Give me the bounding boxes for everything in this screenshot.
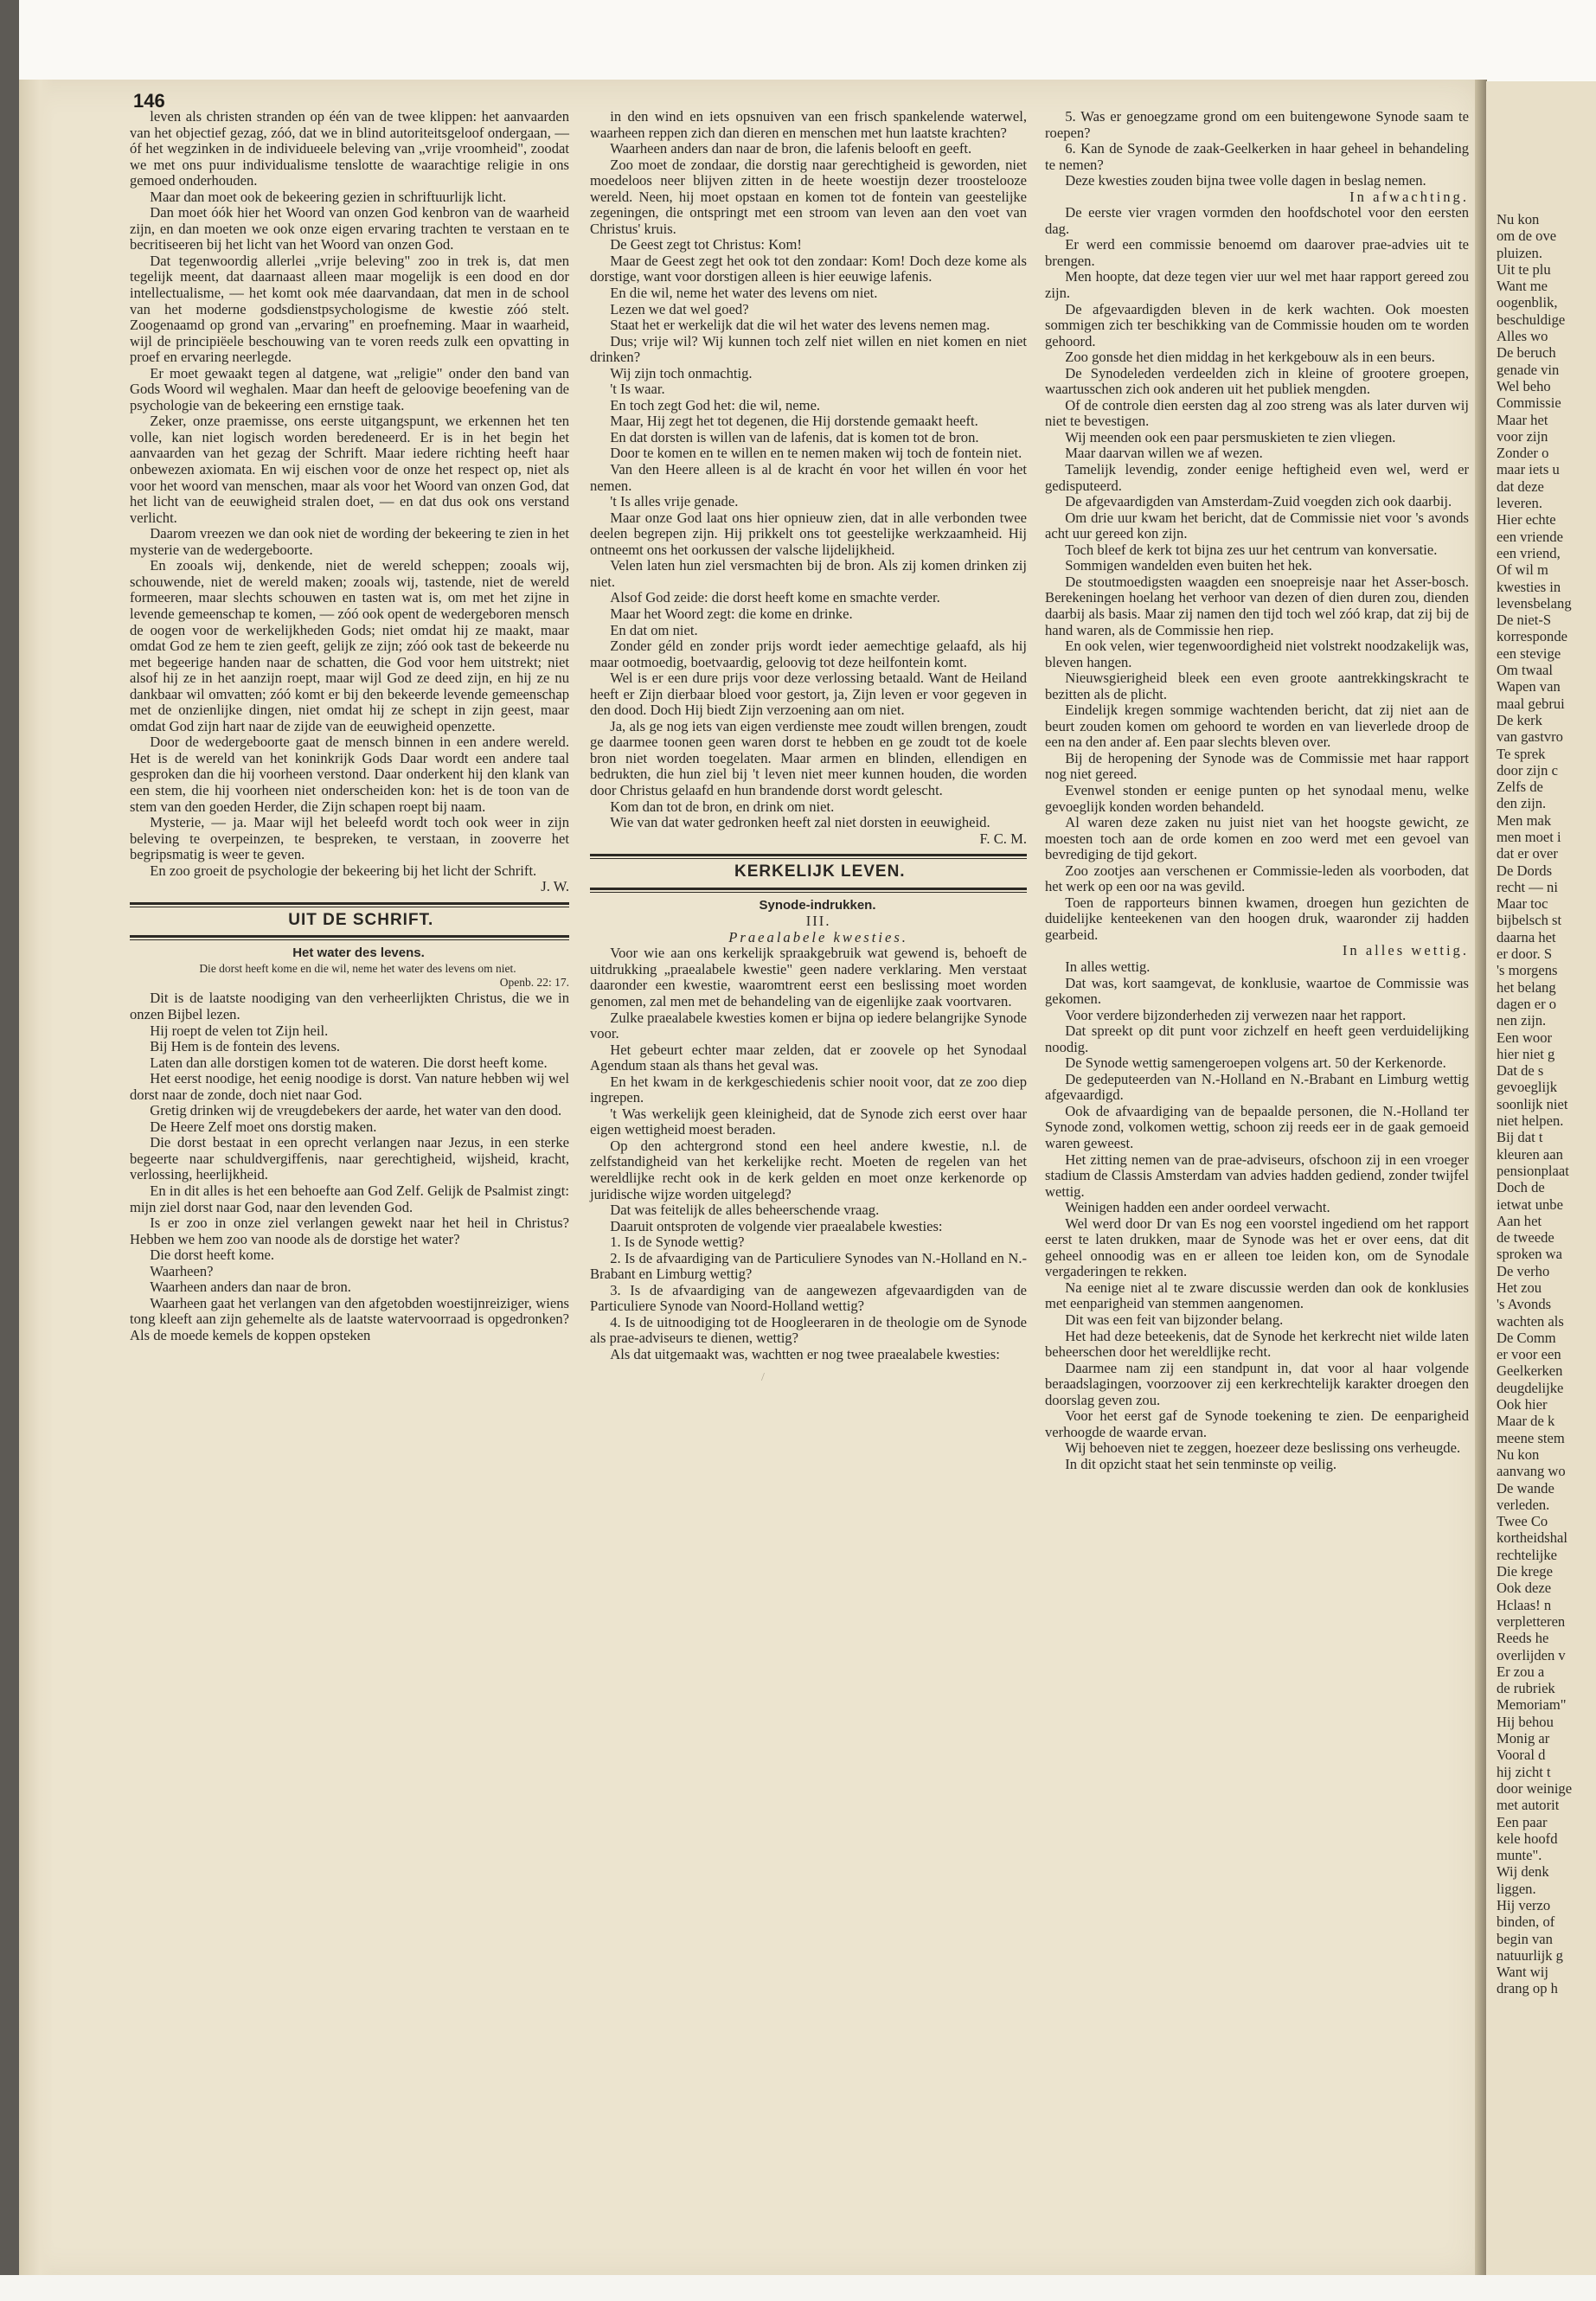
paragraph: Maar daarvan willen we af wezen. (1065, 445, 1263, 462)
facing-page-line: een vriende (1497, 528, 1563, 545)
facing-page-line: Reeds he (1497, 1630, 1549, 1647)
paragraph: Door te komen en te willen en te nemen maken wij toch de fontein niet. (610, 445, 1022, 462)
paragraph: Op den achtergrond stond een heel andere kwestie, n.l. de zelfstandigheid van het kerkelijke recht. Moeten de regelen van het wereldlijke recht ook in de kerk gelden en moet onze kerkenorde op juridische wijze worden uitgelegd? (590, 1137, 1027, 1202)
facing-page-line: sproken wa (1497, 1246, 1563, 1263)
paragraph: Gretig drinken wij de vreugdebekers der aarde, het water van den dood. (150, 1102, 562, 1119)
paragraph: Om drie uur kwam het bericht, dat de Commissie niet voor 's avonds acht uur gereed kon zijn. (1045, 509, 1469, 542)
scan-bottom-margin (0, 2275, 1596, 2301)
facing-page-line: Want me (1497, 278, 1548, 295)
paragraph: En zooals wij, denkende, niet de wereld scheppen; zooals wij, schouwende, niet de wereld maken; zooals wij, tastende, niet de wereld formeeren, maar slechts schouwen en tasten wat is, om met het zijne in levende gemeenschap te komen, — zóó ook opent de wedergeboren mensch de oogen voor de werkelijkheden Gods; niet omdat hij ze maakt, maar omdat God ze hem te zien geeft, gelijk ze zijn; zóó ook tast de bekeerde nu met begeerige handen naar de schatten, die God voor hem uitstrekt; niet alsof hij ze in het aanzijn roept, maar wijl God ze deed zijn, en hij ze nu dankbaar wil omvatten; zóó komt er bij den bekeerde levende gemeenschap met de onzienlijke dingen, niet omdat hij ze schept in zijn geest, maar omdat God zijn hart naar de zijde van de eeuwigheid openzette. (130, 557, 569, 734)
facing-page-line: begin van (1497, 1930, 1553, 1947)
paragraph: Als dat uitgemaakt was, wachtten er nog twee praealabele kwesties: (610, 1346, 1000, 1363)
paragraph: Voor het eerst gaf de Synode toekening te zien. De eenparigheid verhoogde de waarde ervan. (1045, 1407, 1469, 1440)
paragraph: Is er zoo in onze ziel verlangen gewekt naar het heil in Christus? Hebben we hem zoo van noode als de dorstige het water? (130, 1215, 569, 1247)
paragraph: Daaruit ontsproten de volgende vier praealabele kwesties: (610, 1217, 943, 1234)
facing-page-line: bijbelsch st (1497, 912, 1562, 929)
paragraph: De Synodeleden verdeelden zich in kleine of grootere groepen, waartusschen zich ook anderen uit het publiek mengden. (1045, 364, 1469, 398)
facing-page-line: gevoeglijk (1497, 1079, 1558, 1096)
paragraph: 't Was werkelijk geen kleinigheid, dat de Synode zich eerst over haar eigen wettigheid moest beraden. (590, 1105, 1027, 1138)
facing-page-line: Uit te plu (1497, 260, 1551, 278)
facing-page-line: Doch de (1497, 1179, 1545, 1196)
facing-page-line: de rubriek (1497, 1680, 1555, 1697)
facing-page-line: met autorit (1497, 1797, 1560, 1814)
paragraph: Daarmee nam zij een standpunt in, dat voor al haar volgende beraadslagingen, voorzoover zij een kerkrechtelijk karakter droegen den doorslag geven zou. (1045, 1359, 1469, 1408)
facing-page-line: Want wij (1497, 1964, 1548, 1981)
facing-page-line: Geelkerken (1497, 1362, 1563, 1380)
facing-page-line: het belang (1497, 978, 1556, 996)
page-number: 146 (133, 90, 165, 112)
paragraph: Deze kwesties zouden bijna twee volle dagen in beslag nemen. (1065, 172, 1426, 189)
paragraph: En ook velen, wier tegenwoordigheid niet volstrekt noodzakelijk was, bleven hangen. (1045, 638, 1469, 670)
facing-page-line: door zijn c (1497, 761, 1558, 779)
facing-page-line: Monig ar (1497, 1730, 1550, 1747)
column-3 (1045, 109, 1469, 1472)
facing-page-line: Zelfs de (1497, 779, 1543, 796)
paragraph: Wel werd door Dr van Es nog een voorstel ingediend om het rapport eerst te laten drukken, maar de Synode was het er over eens, dat dit geheel onnoodig was en er alleen toe leiden kon, om de Synodale vergaderingen te rekken. (1045, 1215, 1469, 1280)
facing-page-line: niet helpen. (1497, 1112, 1564, 1130)
paragraph: Het eerst noodige, het eenig noodige is dorst. Van nature hebben wij wel dorst naar de zonde, doch niet naar God. (130, 1070, 569, 1103)
paragraph: Maar, Hij zegt het tot degenen, die Hij dorstende gemaakt heeft. (610, 413, 978, 430)
paragraph: Wie van dat water gedronken heeft zal niet dorsten in eeuwigheid. (610, 814, 990, 831)
paragraph: 1. Is de Synode wettig? (610, 1234, 745, 1251)
section-title-kerkelijk-leven: KERKELIJK LEVEN. (734, 862, 906, 881)
paragraph: De gedeputeerden van N.-Holland en N.-Brabant en Limburg wettig afgevaardigd. (1045, 1070, 1469, 1104)
paragraph: Staat het er werkelijk dat die wil het water des levens nemen mag. (610, 317, 990, 334)
paragraph: Weinigen hadden een ander oordeel verwacht. (1065, 1199, 1330, 1216)
paragraph: En die wil, neme het water des levens om niet. (610, 285, 878, 302)
article-part-number: III. (805, 913, 831, 930)
facing-page-line: een stevige (1497, 644, 1561, 662)
section-rule (590, 888, 1027, 893)
facing-page-line: Een woor (1497, 1029, 1553, 1046)
paragraph: Alsof God zeide: die dorst heeft kome en smachte verder. (610, 589, 940, 606)
paragraph: Dat spreekt op dit punt voor zichzelf en heeft geen verduidelijking noodig. (1045, 1022, 1469, 1055)
facing-page-line: Nu kon (1497, 211, 1540, 228)
facing-page-line: meene stem (1497, 1429, 1565, 1446)
facing-page-line: voor zijn (1497, 427, 1548, 445)
paragraph: Toch bleef de kerk tot bijna zes uur het centrum van konversatie. (1065, 541, 1438, 558)
facing-page-line: hij zicht t (1497, 1763, 1551, 1780)
facing-page-line: levensbelang (1497, 594, 1572, 612)
facing-page-line: nen zijn. (1497, 1012, 1547, 1029)
facing-page-line: ietwat unbe (1497, 1195, 1563, 1213)
facing-page-line: maar iets u (1497, 461, 1560, 478)
paragraph: Wel is er een dure prijs voor deze verlossing betaald. Want de Heiland heeft er Zijn dierbaar bloed voor gestort, ja, Zijn leven er voor gegeven in den dood. Doch Hij biedt Zijn verzoening aan om niet. (590, 670, 1027, 719)
paragraph: De afgevaardigden van Amsterdam-Zuid voegden zich ook daarbij. (1065, 493, 1452, 510)
column-2 (590, 109, 1027, 1363)
paragraph: De Synode wettig samengeroepen volgens art. 50 der Kerkenorde. (1065, 1054, 1446, 1072)
facing-page-text (1497, 211, 1596, 1997)
section-title-uit-de-schrift: UIT DE SCHRIFT. (288, 910, 434, 929)
paragraph: En zoo groeit de psychologie der bekeering bij het licht der Schrift. (150, 862, 537, 879)
paragraph: 3. Is de afvaardiging van de aangewezen afgevaardigden van de Particuliere Synode van Noord-Holland wettig? (590, 1281, 1027, 1315)
paragraph: Voor wie aan ons kerkelijk spraakgebruik wat gewend is, behoeft de uitdrukking „praealabele kwestie" geen nadere verklaring. Men verstaat daaronder een kwestie, waaromtrent eerst een beslissing moet worden genomen, zal men met de behandeling van de eigenlijke zaak voortvaren. (590, 945, 1027, 1009)
paragraph: 6. Kan de Synode de zaak-Geelkerken in haar geheel in behandeling te nemen? (1045, 140, 1469, 173)
facing-page-line: kortheidshal (1497, 1529, 1568, 1547)
facing-page-line: binden, of (1497, 1913, 1555, 1931)
paragraph: Zeker, onze praemisse, ons eerste uitgangspunt, we erkennen het ten volle, kan niet logisch worden beredeneerd. Er is in het begin het aanvaarden van het gezag der Schrift. Maar iedere richting heeft haar onbewezen axiomata. En wij eischen voor de onze het respect op, niet als voor het woord van menschen, maar als voor het Woord van onzen God, dat het licht van de eeuwigheid stralen doet, — en dat dus ook ons verstand verlicht. (130, 413, 569, 526)
paragraph: Waarheen anders dan naar de bron, die lafenis belooft en geeft. (610, 140, 972, 157)
facing-page-line: rechtelijke (1497, 1546, 1558, 1563)
facing-page-line: men moet i (1497, 828, 1561, 845)
paragraph: Ja, als ge nog iets van eigen verdienste mee zoudt willen brengen, zoudt ge daarmee toonen geen waren dorst te hebben en ge zoudt tot de koele bron niet worden toegelaten. Maar armen en blinden, ellendigen en bedrukten, die hun ziel bij 't leven niet meer kunnen houden, die worden door Christus gelaafd en hun brandende dorst wordt gelescht. (590, 717, 1027, 798)
paragraph: Evenwel stonden er eenige punten op het synodaal menu, welke gevoeglijk konden worden behandeld. (1045, 781, 1469, 815)
facing-page-line: kele hoofd (1497, 1830, 1558, 1847)
facing-page-line: pluizen. (1497, 244, 1542, 261)
paragraph: Tamelijk levendig, zonder eenige heftigheid even wel, werd er gedisputeerd. (1045, 461, 1469, 494)
section-rule (130, 902, 569, 907)
paragraph: Daarom vreezen we dan ook niet de wording der bekeering te zien in het mysterie van de wedergeboorte. (130, 525, 569, 558)
facing-page-line: oogenblik, (1497, 294, 1558, 311)
paragraph: In dit opzicht staat het sein tenminste op veilig. (1065, 1455, 1337, 1472)
paragraph: Zulke praealabele kwesties komen er bijna op iedere belangrijke Synode voor. (590, 1009, 1027, 1042)
paragraph: Die dorst heeft kome. (150, 1247, 275, 1264)
paragraph: De afgevaardigden bleven in de kerk wachten. Ook moesten sommigen zich ter beschikking van de Commissie houden om te worden gehoord. (1045, 300, 1469, 349)
facing-page-line: Ook hier (1497, 1396, 1548, 1413)
facing-page-line: Hclaas! n (1497, 1596, 1552, 1613)
paragraph: Dus; vrije wil? Wij kunnen toch zelf niet willen en niet komen en niet drinken? (590, 332, 1027, 366)
motto-verse: Die dorst heeft kome en die wil, neme het water des levens om niet. (199, 961, 516, 975)
facing-page-line: natuurlijk g (1497, 1946, 1563, 1964)
paragraph: Lezen we dat wel goed? (610, 300, 749, 317)
facing-page-line: een vriend, (1497, 544, 1561, 561)
facing-page-line: beschuldige (1497, 311, 1566, 328)
facing-page-line: Ook deze (1497, 1580, 1552, 1597)
paragraph: 't Is waar. (610, 381, 665, 398)
facing-page-line: de tweede (1497, 1229, 1554, 1247)
facing-page-line: Een paar (1497, 1813, 1548, 1830)
paragraph: Mysterie, — ja. Maar wijl het beleefd wordt toch ook weer in zijn beleving te overpeinzen, te bespreken, te verstaan, in zooverre het begripsmatig is weer te geven. (130, 814, 569, 863)
paragraph: Men hoopte, dat deze tegen vier uur wel met haar rapport gereed zou zijn. (1045, 268, 1469, 302)
paragraph: Dat was, kort saamgevat, de konklusie, waartoe de Commissie was gekomen. (1045, 974, 1469, 1008)
facing-page-line: verleden. (1497, 1496, 1550, 1513)
subheading-in-afwachting: In afwachting. (1349, 188, 1469, 205)
paragraph: Sommigen wandelden even buiten het hek. (1065, 557, 1312, 574)
facing-page-line: Te sprek (1497, 745, 1546, 762)
section-rule (130, 935, 569, 940)
facing-page-line: Nu kon (1497, 1445, 1540, 1463)
paragraph: Het zitting nemen van de prae-adviseurs, ofschoon zij in een vroeger stadium de Classis Amsterdam van advies hadden gediend, zonder twijfel wettig. (1045, 1150, 1469, 1200)
article-title-synode-indrukken: Synode-indrukken. (759, 897, 876, 913)
paragraph: Er werd een commissie benoemd om daarover prae-advies uit te brengen. (1045, 236, 1469, 269)
paragraph: Na eenige niet al te zware discussie werden dan ook de konklusies met eenparigheid van stemmen aangenomen. (1045, 1279, 1469, 1312)
facing-page-line: Hij verzo (1497, 1896, 1551, 1913)
article-synode-continued (1045, 109, 1469, 189)
article-water-des-levens (130, 990, 569, 1343)
paragraph: Dit is de laatste noodiging van den verheerlijkten Christus, die we in onzen Bijbel lezen. (130, 990, 569, 1022)
paragraph: Van den Heere alleen is al de kracht én voor het willen én voor het nemen. (590, 461, 1027, 494)
facing-page-line: overlijden v (1497, 1646, 1566, 1663)
paragraph: De Geest zegt tot Christus: Kom! (610, 236, 802, 253)
facing-page-line: Memoriam" (1497, 1696, 1567, 1714)
article-title-water-des-levens: Het water des levens. (292, 945, 425, 961)
facing-page-line: daarna het (1497, 928, 1556, 945)
paragraph: Al waren deze zaken nu juist niet van het hoogste gewicht, ze moesten toch aan de orde komen en zoo werd met een gevoel van bevrediging de tijd gekort. (1045, 814, 1469, 863)
facing-page-line: Twee Co (1497, 1513, 1548, 1530)
paragraph: Wij behoeven niet te zeggen, hoezeer deze beslissing ons verheugde. (1065, 1439, 1461, 1457)
paragraph: Door de wedergeboorte gaat de mensch binnen in een andere wereld. Het is de wereld van het koninkrijk Gods Daar wordt een andere taal gesproken dan die hij voorheen verstond. Daar onderkent hij den klank van een stem, die hij voorheen niet onderscheiden kon: het is de toon van de stem van den goeden Herder, die Zijn schapen roept bij naam. (130, 734, 569, 815)
paragraph: Zonder géld en zonder prijs wordt ieder aemechtige gelaafd, als hij maar ootmoedig, boetvaardig, geloovig tot deze heilfontein komt. (590, 638, 1027, 670)
facing-page-line: leveren. (1497, 495, 1542, 512)
facing-page-line: Die krege (1497, 1563, 1553, 1580)
paragraph: En dat dorsten is willen van de lafenis, dat is komen tot de bron. (610, 428, 979, 445)
facing-page-line: er voor een (1497, 1346, 1561, 1363)
paragraph: Velen laten hun ziel versmachten bij de bron. Als zij komen drinken zij niet. (590, 557, 1027, 590)
facing-page-line: van gastvro (1497, 728, 1563, 746)
facing-page-line: maal gebrui (1497, 695, 1565, 712)
facing-page-line: Hier echte (1497, 511, 1556, 529)
paragraph: Toen de rapporteurs binnen kwamen, droegen hun gezichten de duidelijke kenteekenen van den hoogen druk, waaronder zij hadden gearbeid. (1045, 894, 1469, 943)
facing-page-line: De Comm (1497, 1329, 1556, 1346)
paragraph: Dan moet óók hier het Woord van onzen God kenbron van de waarheid zijn, en dan moeten we ook onze eigen ervaring trachten te verstaan en te becritiseeren bij het licht van het Woord van onzen God. (130, 204, 569, 253)
facing-page-line: kwesties in (1497, 578, 1561, 595)
paragraph: Waarheen? (150, 1262, 214, 1279)
facing-page-line: Maar het (1497, 411, 1548, 428)
facing-page-line: Vooral d (1497, 1747, 1546, 1764)
facing-page-line: Wij denk (1497, 1863, 1549, 1881)
subheading-in-alles-wettig: In alles wettig. (1342, 942, 1469, 959)
subheading-praealabele-kwesties: Praealabele kwesties. (728, 928, 908, 945)
column-1 (130, 109, 569, 1343)
paragraph: De Heere Zelf moet ons dorstig maken. (150, 1118, 377, 1135)
facing-page-line: deugdelijke (1497, 1379, 1564, 1396)
paragraph: Wij meenden ook een paar persmuskieten te zien vliegen. (1065, 428, 1396, 445)
facing-page-line: den zijn. (1497, 795, 1547, 812)
facing-page-line: wachten als (1497, 1312, 1564, 1330)
facing-page-line: recht — ni (1497, 878, 1558, 895)
facing-page-line: dagen er o (1497, 995, 1557, 1012)
scan-left-edge (0, 0, 19, 2301)
paragraph: En toch zegt God het: die wil, neme. (610, 396, 821, 413)
article-in-afwachting (1045, 205, 1469, 943)
paragraph: 5. Was er genoegzame grond om een buitengewone Synode saam te roepen? (1045, 108, 1469, 141)
paragraph: Bij Hem is de fontein des levens. (150, 1038, 341, 1055)
paragraph: Zoo moet de zondaar, die dorstig naar gerechtigheid is geworden, niet moedeloos neer blijven zitten in de heete woestijn dezer troostelooze wereld. Neen, hij moet opstaan en komen tot de fontein van geestelijke zegeningen, die ontspringt met een stroom van leven aan den voet van Christus' kruis. (590, 156, 1027, 237)
paragraph: Die dorst bestaat in een oprecht verlangen naar Jezus, in een sterke begeerte naar schuldvergiffenis, naar gerechtigheid, wijsheid, kracht, verlossing, heerlijkheid. (130, 1134, 569, 1183)
paragraph: Voor verdere bijzonderheden zij verwezen naar het rapport. (1065, 1006, 1407, 1023)
paragraph: De eerste vier vragen vormden den hoofdschotel voor den eersten dag. (1045, 204, 1469, 237)
paragraph: En in dit alles is het een behoefte aan God Zelf. Gelijk de Psalmist zingt: mijn ziel dorst naar God, naar den levenden God. (130, 1183, 569, 1215)
paragraph: Laten dan alle dorstigen komen tot de wateren. Die dorst heeft kome. (150, 1054, 548, 1071)
section-rule (590, 854, 1027, 859)
facing-page-line: hier niet g (1497, 1045, 1555, 1062)
facing-page-line: Er zou a (1497, 1663, 1545, 1680)
facing-page-line: Of wil m (1497, 561, 1548, 579)
facing-page-line: De beruch (1497, 344, 1556, 362)
facing-page-line: Maar toc (1497, 895, 1548, 913)
scan-top-margin (0, 0, 1596, 80)
facing-page-line: De Dords (1497, 862, 1553, 879)
paragraph: in den wind en iets opsnuiven van een frisch spankelende waterwel, waarheen reppen zich dan dieren en menschen met hun laatste krachten? (590, 108, 1027, 141)
facing-page-line: 's Avonds (1497, 1296, 1552, 1313)
paragraph: Maar het Woord zegt: die kome en drinke. (610, 605, 853, 622)
paragraph: En het kwam in de kerkgeschiedenis schier nooit voor, dat ze zoo diep ingrepen. (590, 1073, 1027, 1106)
facing-page-line: Het zou (1497, 1279, 1542, 1296)
paragraph: Het had deze beteekenis, dat de Synode het kerkrecht niet wilde laten beheerschen door het wereldlijke recht. (1045, 1327, 1469, 1361)
facing-page-line: kleuren aan (1497, 1145, 1563, 1163)
paragraph: Zoo zootjes aan verschenen er Commissie-leden als voorboden, dat het werk op een oor na was gevild. (1045, 862, 1469, 895)
paragraph: Kom dan tot de bron, en drink om niet. (610, 798, 835, 815)
facing-page-line: drang op h (1497, 1980, 1558, 1997)
paragraph: Hij roept de velen tot Zijn heil. (150, 1022, 329, 1039)
signature-fcm: F. C. M. (979, 830, 1027, 847)
facing-page-line: Dat de s (1497, 1062, 1544, 1080)
article-water-des-levens-continued (590, 109, 1027, 831)
facing-page-line: Wapen van (1497, 678, 1561, 695)
facing-page-line: er door. S (1497, 945, 1553, 963)
paragraph: Zoo gonsde het dien middag in het kerkgebouw als in een beurs. (1065, 349, 1435, 366)
paragraph: Maar onze God laat ons hier opnieuw zien, dat in alle verbonden twee deelen begrepen zijn. Hij prikkelt ons tot geestelijke werkzaamheid. Hij ontneemt ons het oorkussen der valsche lijdelijkheid. (590, 509, 1027, 558)
facing-page-line: Wel beho (1497, 377, 1551, 394)
paragraph: Bij de heropening der Synode was de Commissie met haar rapport nog niet gereed. (1045, 749, 1469, 783)
paragraph: Waarheen gaat het verlangen van den afgetobden woestijnreiziger, wiens tong kleeft aan zijn gehemelte als de laatste watervoorraad is opgedronken? Als de moede kemels de koppen opsteken (130, 1294, 569, 1343)
facing-page-line: De kerk (1497, 711, 1542, 728)
facing-page-line: Hij behou (1497, 1713, 1554, 1730)
paragraph: Maar de Geest zegt het ook tot den zondaar: Kom! Doch deze kome als dorstige, want voor dorstigen alleen is hier eeuwige lafenis. (590, 252, 1027, 285)
article-psychology-conversion (130, 109, 569, 879)
paragraph: Dat was feitelijk de alles beheerschende vraag. (610, 1202, 880, 1219)
facing-page-line: Commissie (1497, 394, 1561, 412)
facing-page-line: Bij dat t (1497, 1129, 1543, 1146)
facing-page-line: 's morgens (1497, 962, 1558, 979)
facing-page-line: dat er over (1497, 845, 1558, 862)
facing-page-line: liggen. (1497, 1880, 1536, 1897)
paragraph: leven als christen stranden op één van de twee klippen: het aanvaarden van het objectief gezag, zóó, dat we in blind autoriteitsgeloof ondergaan, — óf het wegzinken in de individueele beleving van „vrije vroomheid", zoodat we met ons puur individualisme tenslotte de waarachtige religie in ons gemoed onderhouden. (130, 108, 569, 189)
paragraph: 4. Is de uitnoodiging tot de Hoogleeraren in de theologie om de Synode als prae-adviseurs te dienen, wettig? (590, 1313, 1027, 1347)
paragraph: 2. Is de afvaardiging van de Particuliere Synodes van N.-Holland en N.-Brabant en Limburg wettig? (590, 1249, 1027, 1283)
facing-page-line: Men mak (1497, 811, 1552, 829)
paragraph: De stoutmoedigsten waagden een snoepreisje naar het Asser-bosch. Berekeningen hoelang het verhoor van dezen of dien duren zou, dienden daarbij als basis. Maar zij namen den tijd toch wel zóó krap, dat zij bij de hand waren, als de Commissie hen riep. (1045, 573, 1469, 638)
motto-reference: Openb. 22: 17. (499, 975, 569, 989)
facing-page-line: Zonder o (1497, 445, 1549, 462)
article-in-alles-wettig (1045, 959, 1469, 1473)
paragraph: Er moet gewaakt tegen al datgene, wat „religie" onder den band van Gods Woord wil weghalen. Maar dan heeft de geloovige beoefening van de psychologie van de bekeering een ernstige taak. (130, 364, 569, 413)
paragraph: Het gebeurt echter maar zelden, dat er zoovele op het Synodaal Agendum staan als thans het geval was. (590, 1041, 1027, 1074)
paragraph: In alles wettig. (1065, 958, 1151, 975)
facing-page-line: munte". (1497, 1847, 1542, 1864)
paragraph: Eindelijk kregen sommige wachtenden bericht, dat zij niet aan de beurt zouden komen om gehoord te worden en van lieverlede droop de een na den ander af. Een paar slechts bleven over. (1045, 702, 1469, 751)
paragraph: En dat om niet. (610, 621, 698, 638)
paragraph: Waarheen anders dan naar de bron. (150, 1279, 351, 1296)
facing-page-line: om de ove (1497, 228, 1557, 245)
facing-page-line: aanvang wo (1497, 1463, 1566, 1480)
facing-page-line: dat deze (1497, 478, 1544, 495)
paragraph: Maar dan moet ook de bekeering gezien in schriftuurlijk licht. (150, 188, 507, 205)
facing-page-line: pensionplaat (1497, 1162, 1569, 1179)
facing-page (1486, 81, 1596, 2279)
paragraph: 't Is alles vrije genade. (610, 493, 739, 510)
article-synode-indrukken (590, 945, 1027, 1362)
facing-page-line: korresponde (1497, 628, 1568, 645)
facing-page-line: De niet-S (1497, 612, 1552, 629)
facing-page-line: soonlijk niet (1497, 1095, 1568, 1112)
facing-page-line: door weinige (1497, 1779, 1573, 1797)
pen-mark: / (761, 1371, 765, 1384)
facing-page-line: Maar de k (1497, 1413, 1555, 1430)
facing-page-line: verpletteren (1497, 1612, 1566, 1630)
facing-page-line: Aan het (1497, 1212, 1542, 1229)
facing-page-line: Om twaal (1497, 662, 1553, 679)
page-gutter (1475, 80, 1487, 2281)
paragraph: Dat tegenwoordig allerlei „vrije beleving" zoo in trek is, dat men tegelijk meent, dat daarnaast alleen maar mogelijk is een dood en dor intellectualisme, — het komt ook mée daarvandaan, dat men in de school van het moderne godsdienstpsychologisme de kwestie zóó stelt. Zoogenaamd op grond van „ervaring" en proefneming. Maar in waarheid, wijl de principiëele beschouwing van te voren reeds zulk een opvatting in proef en ervaring neerlegde. (130, 252, 569, 366)
signature-jw: J. W. (541, 878, 569, 895)
paragraph: Ook de afvaardiging van de bepaalde personen, die N.-Holland ter Synode zond, volkomen wettig, schoon zij reeds eer in de gaak gemoeid waren geweest. (1045, 1102, 1469, 1151)
paragraph: Dit was een feit van bijzonder belang. (1065, 1311, 1284, 1329)
paragraph: Wij zijn toch onmachtig. (610, 364, 753, 381)
facing-page-line: Alles wo (1497, 328, 1548, 345)
facing-page-line: De wande (1497, 1479, 1554, 1497)
page-binding-shadow (19, 80, 54, 2281)
facing-page-line: De verho (1497, 1262, 1550, 1279)
paragraph: Of de controle dien eersten dag al zoo streng was als later durven wij niet te bevestigen. (1045, 396, 1469, 430)
facing-page-line: genade vin (1497, 361, 1560, 378)
paragraph: Nieuwsgierigheid bleek een even groote aantrekkingskracht te bezitten als de plicht. (1045, 670, 1469, 702)
